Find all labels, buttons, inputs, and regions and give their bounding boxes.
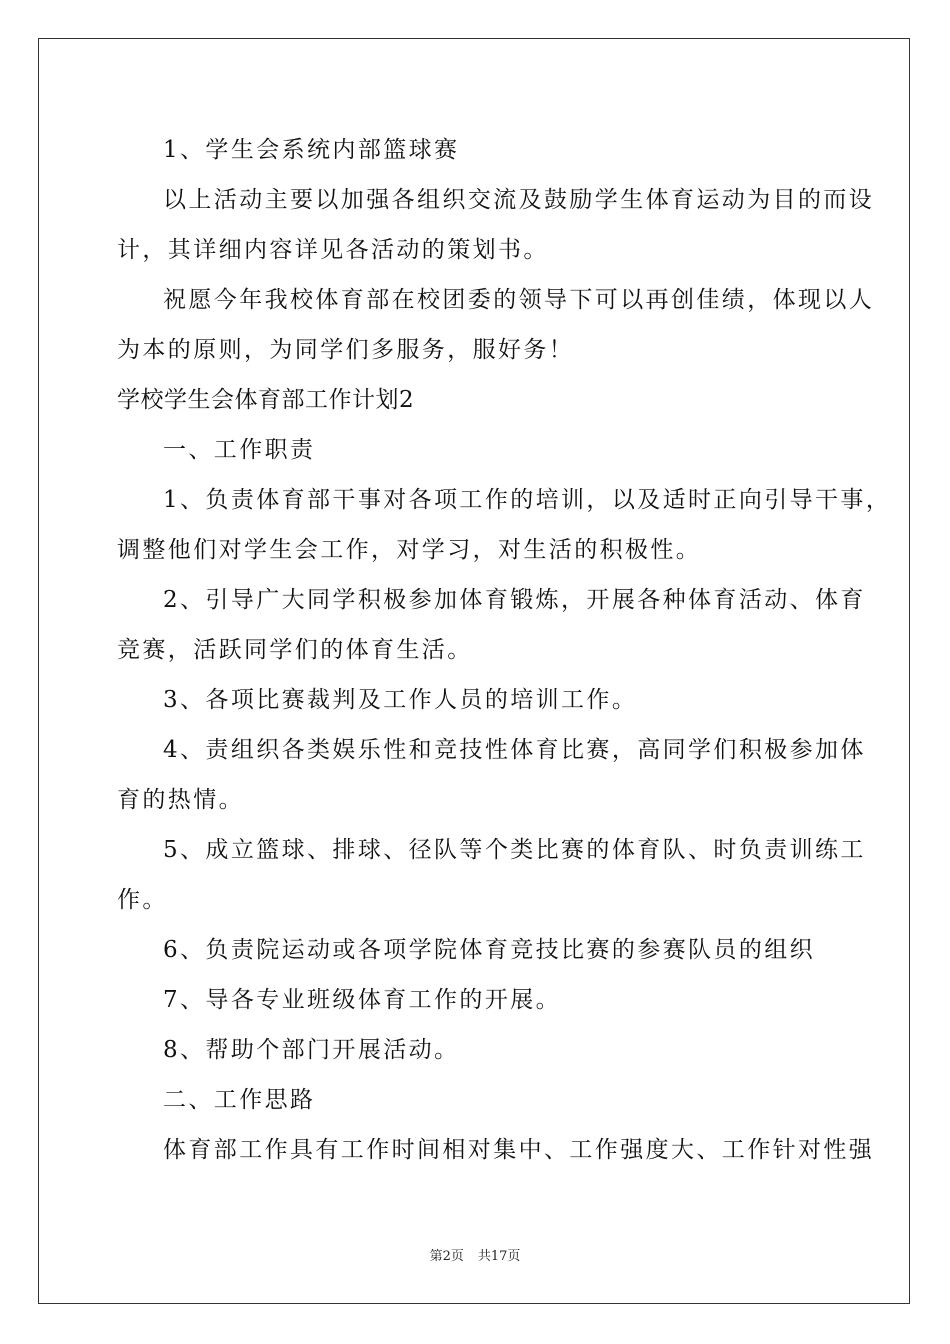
duty-item-4: 4、责组织各类娱乐性和竞技性体育比赛，高同学们积极参加体 [163, 737, 866, 763]
duty-item-6: 6、负责院运动或各项学院体育竞技比赛的参赛队员的组织 [163, 937, 816, 963]
section-title-plan-2: 学校学生会体育部工作计划2 [117, 387, 415, 413]
duty-item-5: 5、成立篮球、排球、径队等个类比赛的体育队、时负责训练工 [163, 837, 866, 863]
duty-item-1: 1、负责体育部干事对各项工作的培训，以及适时正向引导干事， [163, 487, 892, 513]
page-footer [0, 1248, 950, 1266]
duty-item-7: 7、导各专业班级体育工作的开展。 [163, 987, 562, 1013]
duty-item-8: 8、帮助个部门开展活动。 [163, 1037, 460, 1063]
duty-item-3: 3、各项比赛裁判及工作人员的培训工作。 [163, 687, 638, 713]
paragraph-activities-purpose: 以上活动主要以加强各组织交流及鼓励学生体育运动为目的而设 [163, 187, 875, 213]
heading-duties: 一、工作职责 [163, 437, 316, 463]
list-item-basketball: 1、学生会系统内部篮球赛 [163, 137, 460, 163]
duty-item-2-cont: 竞赛，活跃同学们的体育生活。 [117, 637, 473, 663]
paragraph-ideas: 体育部工作具有工作时间相对集中、工作强度大、工作针对性强 [163, 1137, 875, 1163]
page-number: 第2页 [429, 1249, 464, 1264]
duty-item-4-cont: 育的热情。 [117, 787, 244, 813]
duty-item-1-cont: 调整他们对学生会工作，对学习，对生活的积极性。 [117, 537, 702, 563]
heading-ideas: 二、工作思路 [163, 1087, 316, 1113]
duty-item-5-cont: 作。 [117, 887, 168, 913]
paragraph-activities-purpose-cont: 计，其详细内容详见各活动的策划书。 [117, 237, 549, 263]
paragraph-wishes-cont: 为本的原则，为同学们多服务，服好务！ [117, 337, 575, 363]
paragraph-wishes: 祝愿今年我校体育部在校团委的领导下可以再创佳绩，体现以人 [163, 287, 875, 313]
page-total: 共17页 [477, 1249, 521, 1264]
duty-item-2: 2、引导广大同学积极参加体育锻炼，开展各种体育活动、体育 [163, 587, 866, 613]
